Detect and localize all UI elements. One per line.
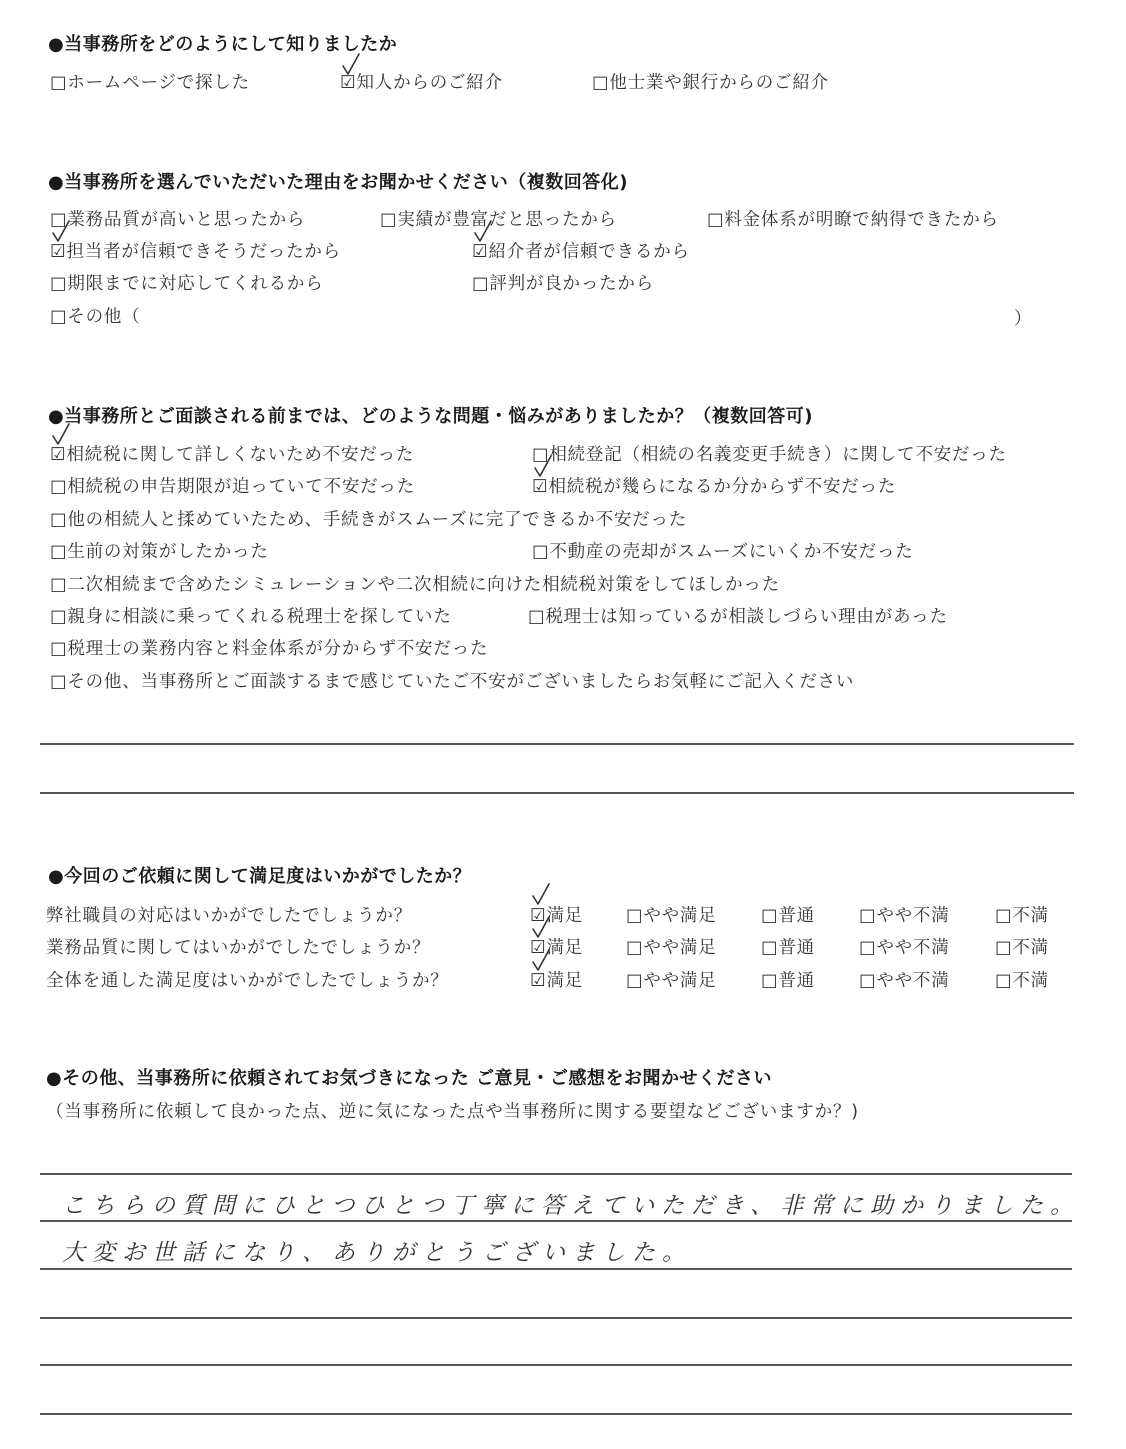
option-other-professional[interactable]: □他士業や銀行からのご紹介	[592, 73, 829, 93]
option-deadline[interactable]: □期限までに対応してくれるから	[50, 274, 324, 294]
rating-neutral[interactable]: □普通	[761, 938, 815, 958]
checkmark-icon	[472, 219, 494, 245]
option-acquaintance[interactable]: ☑知人からのご紹介	[340, 73, 503, 93]
question-overall: 全体を通した満足度はいかがでしたでしょうか？	[46, 971, 449, 991]
comment-line-3[interactable]	[40, 1268, 1072, 1270]
rating-satisfied[interactable]: ☑満足	[530, 906, 584, 926]
comment-line-6[interactable]	[40, 1413, 1072, 1415]
worry-tax-amount[interactable]: ☑相続税が幾らになるか分からず不安だった	[532, 477, 897, 497]
comment-line-4[interactable]	[40, 1317, 1072, 1319]
option-homepage[interactable]: □ホームページで探した	[50, 73, 250, 93]
worry-other[interactable]: □その他、当事務所とご面談するまで感じていたご不安がございましたらお気軽にご記入ください	[50, 672, 855, 692]
section5-heading: ●その他、当事務所に依頼されてお気づきになった ご意見・ご感想をお聞かせください	[46, 1068, 772, 1089]
rating-somewhat-dissatisfied[interactable]: □やや不満	[859, 938, 950, 958]
rating-dissatisfied[interactable]: □不満	[995, 938, 1049, 958]
option-trust-staff[interactable]: ☑担当者が信頼できそうだったから	[50, 242, 341, 262]
option-trust-introducer[interactable]: ☑紹介者が信頼できるから	[472, 242, 690, 262]
section2-heading: ●当事務所を選んでいただいた理由をお聞かせください（複数回答化)	[48, 172, 628, 193]
rating-somewhat-satisfied[interactable]: □やや満足	[626, 906, 717, 926]
checkmark-icon	[532, 454, 554, 480]
checkmark-icon	[530, 882, 552, 908]
worry-real-estate[interactable]: □不動産の売却がスムーズにいくか不安だった	[532, 542, 914, 562]
worry-hard-to-consult[interactable]: □税理士は知っているが相談しづらい理由があった	[528, 607, 948, 627]
checkmark-icon	[50, 219, 72, 245]
rating-dissatisfied[interactable]: □不満	[995, 971, 1049, 991]
checkmark-icon	[530, 948, 552, 974]
rating-satisfied[interactable]: ☑満足	[530, 971, 584, 991]
worry-find-accountant[interactable]: □親身に相談に乗ってくれる税理士を探していた	[50, 607, 452, 627]
worry-registration[interactable]: □相続登記（相続の名義変更手続き）に関して不安だった	[532, 445, 1007, 465]
handwritten-comment-line-2: 大変お世話になり、ありがとうございました。	[62, 1240, 692, 1266]
comment-line-1[interactable]	[40, 1173, 1072, 1175]
question-quality: 業務品質に関してはいかがでしたでしょうか？	[46, 938, 431, 958]
worry-pre-death[interactable]: □生前の対策がしたかった	[50, 542, 269, 562]
option-clear-fee[interactable]: □料金体系が明瞭で納得できたから	[707, 210, 999, 230]
rating-somewhat-satisfied[interactable]: □やや満足	[626, 971, 717, 991]
rating-somewhat-satisfied[interactable]: □やや満足	[626, 938, 717, 958]
option-reputation[interactable]: □評判が良かったから	[472, 274, 655, 294]
rating-somewhat-dissatisfied[interactable]: □やや不満	[859, 971, 950, 991]
rating-neutral[interactable]: □普通	[761, 906, 815, 926]
rating-neutral[interactable]: □普通	[761, 971, 815, 991]
option-other[interactable]: □その他（	[50, 307, 141, 327]
worry-tax-knowledge[interactable]: ☑相続税に関して詳しくないため不安だった	[50, 445, 415, 465]
checkmark-icon	[50, 422, 72, 448]
worry-secondary[interactable]: □二次相続まで含めたシミュレーションや二次相続に向けた相続税対策をしてほしかった	[50, 575, 780, 595]
worry-deadline[interactable]: □相続税の申告期限が迫っていて不安だった	[50, 477, 416, 497]
rating-somewhat-dissatisfied[interactable]: □やや不満	[859, 906, 950, 926]
handwritten-comment-line-1: こちらの質問にひとつひとつ丁寧に答えていただき、非常に助かりました。	[62, 1193, 1081, 1219]
option-rich-experience[interactable]: □実績が豊富だと思ったから	[380, 210, 617, 230]
section4-heading: ●今回のご依頼に関して満足度はいかがでしたか？	[48, 866, 472, 887]
rating-satisfied[interactable]: ☑満足	[530, 938, 584, 958]
comment-line-5[interactable]	[40, 1364, 1072, 1366]
other-close-paren: ）	[1014, 309, 1033, 329]
comment-line-2[interactable]	[40, 1220, 1072, 1222]
section1-heading: ●当事務所をどのようにして知りましたか	[48, 34, 398, 55]
question-staff: 弊社職員の対応はいかがでしたでしょうか？	[46, 906, 412, 926]
section3-heading: ●当事務所とご面談される前までは、どのような問題・悩みがありましたか？（複数回答可)	[48, 406, 813, 427]
worry-fee-unclear[interactable]: □税理士の業務内容と料金体系が分からず不安だった	[50, 639, 489, 659]
worry-dispute[interactable]: □他の相続人と揉めていたため、手続きがスムーズに完了できるか不安だった	[50, 510, 688, 530]
checkmark-icon	[340, 52, 362, 78]
rating-dissatisfied[interactable]: □不満	[995, 906, 1049, 926]
checkmark-icon	[530, 915, 552, 941]
write-line-1[interactable]	[40, 743, 1074, 745]
section5-subheading: （当事務所に依頼して良かった点、逆に気になった点や当事務所に関する要望などございますか？)	[46, 1102, 859, 1122]
write-line-2[interactable]	[40, 792, 1074, 794]
option-quality-high[interactable]: □業務品質が高いと思ったから	[50, 210, 306, 230]
